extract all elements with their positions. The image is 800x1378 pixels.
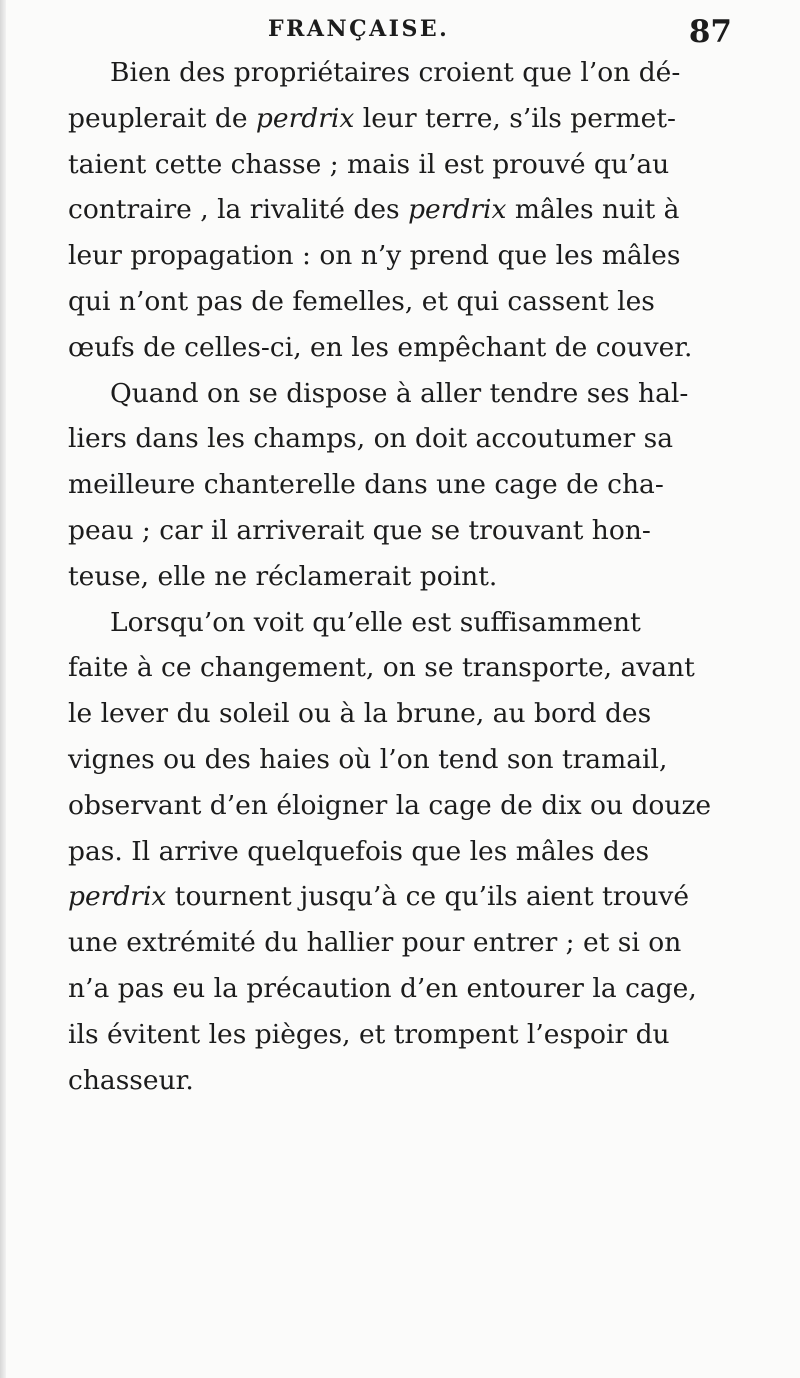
text-line: contraire , la rivalité des perdrix mâles nuit à (68, 194, 680, 226)
text-line: une extrémité du hallier pour entrer ; et si on (68, 927, 682, 959)
text-line: liers dans les champs, on doit accoutumer sa (68, 423, 674, 455)
text-line: chasseur. (68, 1064, 194, 1096)
text-line: le lever du soleil ou à la brune, au bord des (68, 698, 652, 730)
italic-word: perdrix (408, 194, 507, 226)
text-line: teuse, elle ne réclamerait point. (68, 560, 498, 592)
text-line: n’a pas eu la précaution d’en entourer la cage, (68, 972, 697, 1004)
text-line: Quand on se dispose à aller tendre ses hal- (110, 377, 689, 409)
running-title: FRANÇAISE. (268, 16, 450, 42)
text-line: perdrix tournent jusqu’à ce qu’ils aient trouvé (68, 881, 690, 913)
italic-word: perdrix (68, 881, 167, 913)
text-line: taient cette chasse ; mais il est prouvé qu’au (68, 148, 670, 180)
text-line: observant d’en éloigner la cage de dix ou douze (68, 789, 712, 821)
text-line: peuplerait de perdrix leur terre, s’ils permet- (68, 102, 676, 134)
italic-word: perdrix (255, 102, 355, 134)
text-line: œufs de celles-ci, en les empêchant de couver. (68, 331, 693, 363)
text-line: faite à ce changement, on se transporte, avant (68, 652, 695, 684)
body-text (68, 50, 742, 1103)
text-line: qui n’ont pas de femelles, et qui cassent les (68, 285, 655, 317)
text-line: Bien des propriétaires croient que l’on dé- (110, 57, 681, 88)
text-line: meilleure chanterelle dans une cage de cha- (68, 469, 664, 501)
text-line: pas. Il arrive quelquefois que les mâles des (68, 835, 650, 867)
text-line: peau ; car il arriverait que se trouvant hon- (68, 514, 651, 546)
page-binding-edge (0, 0, 6, 1378)
text-line: Lorsqu’on voit qu’elle est suffisamment (110, 606, 641, 638)
text-line: ils évitent les pièges, et trompent l’espoir du (68, 1018, 670, 1050)
text-line: vignes ou des haies où l’on tend son tramail, (68, 743, 668, 775)
page-number: 87 (688, 14, 732, 50)
text-line: leur propagation : on n’y prend que les mâles (68, 240, 681, 272)
